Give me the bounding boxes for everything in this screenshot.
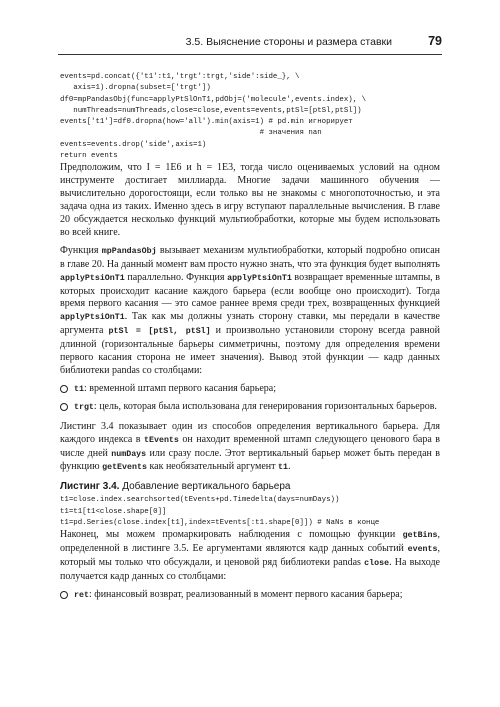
inline-code: ptSl = [ptSl, ptSl] [108, 327, 211, 337]
page-content [60, 72, 440, 609]
inline-code: applyPtsiOnT1 [227, 273, 292, 283]
text-run: . На выходе получается кадр данных со столбцами: [60, 557, 440, 582]
listing-code: t1=close.index.searchsorted(tEvents+pd.Timedelta(days=numDays)) t1=t1[t1<close.shape[0]] t1=pd.Series(close.index[t1],index=tEvents[:t1.shape[0]]) # NaNs в конце [60, 496, 380, 527]
column-list [60, 383, 440, 415]
text-run: он находит временной штамп следующего ценового бара в числе дней [60, 433, 440, 459]
inline-code: tEvents [144, 435, 179, 445]
text-run: и произвольно установили сторону всегда равной длинной (горизонтальные барьеры симметричны, поэтому для определения времени первого касания сторона не имеет значения). Вывод этой функции — кадр данных библиотеки pandas со столбцами: [60, 325, 440, 376]
text-run: вызывает механизм мультиобработки, который подробно описан в главе 20. На данный момент вам просто нужно знать, что эта функция будет выполнять [60, 244, 440, 270]
inline-code: t1 [277, 463, 288, 473]
list-item-text: : цель, которая была использована для генерирования горизонтальных барьеров. [93, 400, 437, 412]
code-block: events=pd.concat({'t1':t1,'trgt':trgt,'side':side_}, \ axis=1).dropna(subset=['trgt']) df0=mpPandasObj(func=applyPtSlOnT1,pdObj=('molecule',events.index), \ numThreads=numThreads,close=close,events=events,ptSl=[ptSl,ptSl]) events['t1']=df0.dropna(how='all').min(axis=1) # pd.min игнорирует # значения nan events=events.drop('side',axis=1) return events [60, 73, 367, 161]
paragraph-getbins [60, 529, 440, 584]
listing-title: Добавление вертикального барьера [122, 481, 291, 493]
bullet-circle-icon [60, 385, 68, 393]
page-number: 79 [428, 34, 442, 48]
inline-code: close [364, 559, 390, 569]
text-run: Наконец, мы можем промаркировать наблюдения с помощью функции [60, 529, 403, 541]
text-run: Листинг 3.4 показывает один из способов определения вертикального барьера. Для каждого индекса в [60, 420, 440, 445]
paragraph-mppandasobj [60, 245, 440, 378]
inline-code: getBins [402, 531, 438, 541]
inline-code: mpPandasObj [101, 246, 157, 256]
paragraph-parallel-intro: Предположим, что I = 1E6 и h = 1E3, тогда число оцениваемых условий на одном инструменте достигает миллиарда. Многие задачи машинного обучения — вычислительно дорогостоящи, если только вы не знакомы с многопоточностью, и эта задача одна из таких. Именно здесь в игру вступают параллельные вычисления. В главе 20 обсуждается несколько функций мультиобработки, которые мы будем использовать во всей книге. [60, 162, 440, 238]
listing-caption [60, 481, 440, 492]
bullet-circle-icon [60, 403, 68, 411]
text-run: Функция [60, 244, 102, 256]
inline-code: applyPtsiOnT1 [60, 313, 125, 323]
inline-code: events [407, 545, 438, 555]
text-run: как необязательный аргумент [146, 461, 278, 473]
inline-code: trgt [74, 402, 94, 412]
text-run: , который мы только что обсуждали, и ценовой ряд библиотеки pandas [60, 543, 440, 569]
inline-code: numDays [111, 449, 147, 459]
text-run: , определенной в листинге 3.5. Ее аргументами являются кадр данных событий [60, 529, 440, 555]
list-item [60, 383, 440, 397]
paragraph-vertical-barrier [60, 421, 440, 476]
list-item-text: : временной штамп первого касания барьера; [83, 382, 277, 394]
running-header [58, 34, 442, 55]
list-item [60, 401, 440, 415]
inline-code: t1 [74, 384, 84, 394]
text-run: параллельно. Функция [124, 271, 228, 283]
list-item [60, 589, 440, 603]
inline-code: ret [74, 590, 89, 600]
text-run: или сразу после. Этот вертикальный барьер может быть передан в функцию [60, 447, 440, 473]
column-list [60, 589, 440, 603]
bullet-circle-icon [60, 591, 68, 599]
list-item-text: : финансовый возврат, реализованный в момент первого касания барьера; [88, 588, 403, 600]
section-title: 3.5. Выяснение стороны и размера ставки [185, 36, 392, 48]
listing-number: Листинг 3.4. [60, 481, 120, 493]
text-run: . [287, 461, 291, 473]
text-run: возвращает временные штампы, в которых происходит касание каждого барьера (если вообще оно происходит). Тогда время первого касания — это самое раннее время среди трех, возвращенных функцией [60, 271, 440, 310]
inline-code: getEvents [102, 463, 147, 473]
inline-code: applyPtsiOnT1 [60, 273, 125, 283]
text-run: . Так как мы должны узнать сторону ставки, мы передали в качестве аргумента [60, 311, 440, 337]
